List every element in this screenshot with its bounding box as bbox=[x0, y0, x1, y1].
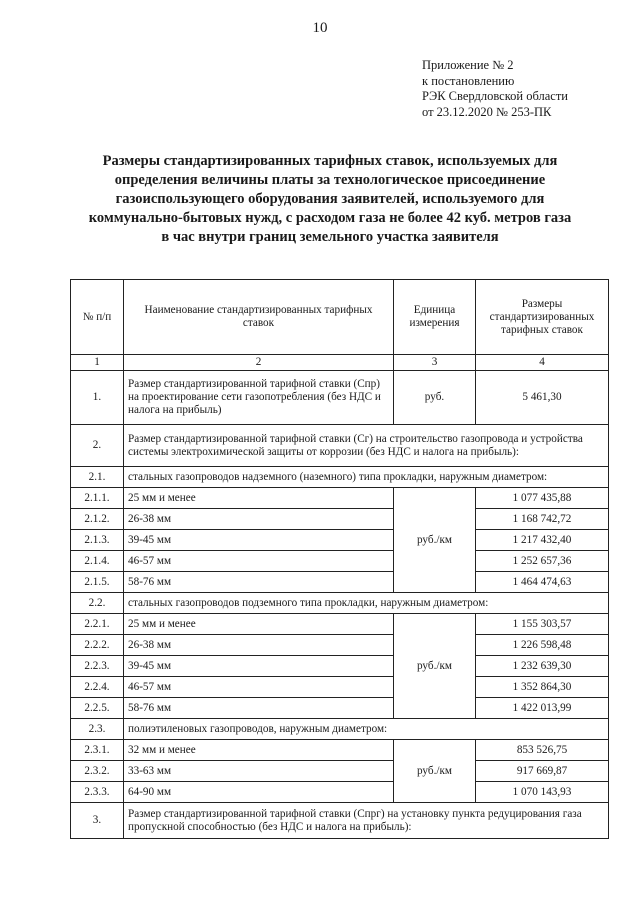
row-unit: руб. bbox=[394, 371, 476, 425]
header-cell-name: Наименование стандартизированных тарифных ставок bbox=[124, 280, 394, 355]
column-number: 1 bbox=[71, 355, 124, 371]
row-value: 1 252 657,36 bbox=[476, 551, 609, 572]
table-row bbox=[71, 740, 609, 761]
row-number: 2.1.3. bbox=[71, 530, 124, 551]
row-name: 25 мм и менее bbox=[124, 488, 394, 509]
table-row bbox=[71, 551, 609, 572]
row-name: 64-90 мм bbox=[124, 782, 394, 803]
title-line: коммунально-бытовых нужд, с расходом газа не более 42 куб. метров газа bbox=[88, 210, 572, 226]
header-cell-unit: Единица измерения bbox=[394, 280, 476, 355]
row-number: 2.2.5. bbox=[71, 698, 124, 719]
table-row bbox=[71, 761, 609, 782]
column-number: 4 bbox=[476, 355, 609, 371]
row-name: 46-57 мм bbox=[124, 677, 394, 698]
appendix-line: к постановлению bbox=[422, 73, 515, 88]
title-line: в час внутри границ земельного участка заявителя bbox=[161, 229, 499, 245]
row-number: 2.1.2. bbox=[71, 509, 124, 530]
title-line: газоиспользующего оборудования заявителей, используемого для bbox=[115, 191, 545, 207]
row-number: 2.3.2. bbox=[71, 761, 124, 782]
row-name: 46-57 мм bbox=[124, 551, 394, 572]
table-row bbox=[71, 782, 609, 803]
row-number: 3. bbox=[71, 803, 124, 839]
table-row bbox=[71, 803, 609, 839]
row-name: 58-76 мм bbox=[124, 572, 394, 593]
row-unit: руб./км bbox=[394, 740, 476, 803]
row-number: 2.1.5. bbox=[71, 572, 124, 593]
row-name: 26-38 мм bbox=[124, 509, 394, 530]
table-row bbox=[71, 656, 609, 677]
row-value: 1 226 598,48 bbox=[476, 635, 609, 656]
row-value: 917 669,87 bbox=[476, 761, 609, 782]
row-name: 25 мм и менее bbox=[124, 614, 394, 635]
table-row bbox=[71, 425, 609, 467]
row-unit: руб./км bbox=[394, 488, 476, 593]
row-value: 1 077 435,88 bbox=[476, 488, 609, 509]
row-number: 2.1.1. bbox=[71, 488, 124, 509]
row-name: Размер стандартизированной тарифной ставки (Спрг) на установку пункта редуцирования газа пропускной способностью (без НДС и налога на прибыль): bbox=[124, 803, 609, 839]
row-value: 1 155 303,57 bbox=[476, 614, 609, 635]
row-name: 26-38 мм bbox=[124, 635, 394, 656]
table-row bbox=[71, 488, 609, 509]
row-unit: руб./км bbox=[394, 614, 476, 719]
appendix-line: РЭК Свердловской области bbox=[422, 89, 568, 103]
row-value: 853 526,75 bbox=[476, 740, 609, 761]
row-number: 2.3.1. bbox=[71, 740, 124, 761]
row-value: 1 352 864,30 bbox=[476, 677, 609, 698]
row-number: 2.1. bbox=[71, 467, 124, 488]
table-row bbox=[71, 371, 609, 425]
title-line: определения величины платы за технологическое присоединение bbox=[114, 172, 546, 188]
row-number: 2.2.1. bbox=[71, 614, 124, 635]
header-cell-number: № п/п bbox=[71, 280, 124, 355]
tariff-table bbox=[70, 279, 609, 839]
row-name: Размер стандартизированной тарифной ставки (Сг) на строительство газопровода и устройства системы электрохимической защиты от коррозии (без НДС и налога на прибыль): bbox=[124, 425, 609, 467]
section-row bbox=[71, 719, 609, 740]
table-row bbox=[71, 614, 609, 635]
row-value: 1 232 639,30 bbox=[476, 656, 609, 677]
table-row bbox=[71, 509, 609, 530]
table-row bbox=[71, 635, 609, 656]
row-number: 2.2. bbox=[71, 593, 124, 614]
row-number: 2.1.4. bbox=[71, 551, 124, 572]
row-name: 58-76 мм bbox=[124, 698, 394, 719]
column-number: 3 bbox=[394, 355, 476, 371]
row-value: 1 168 742,72 bbox=[476, 509, 609, 530]
row-number: 2.2.3. bbox=[71, 656, 124, 677]
page-number: 10 bbox=[312, 20, 328, 36]
section-name: стальных газопроводов подземного типа прокладки, наружным диаметром: bbox=[124, 593, 609, 614]
row-name: 32 мм и менее bbox=[124, 740, 394, 761]
row-value: 1 070 143,93 bbox=[476, 782, 609, 803]
section-name: стальных газопроводов надземного (наземного) типа прокладки, наружным диаметром: bbox=[124, 467, 609, 488]
column-number: 2 bbox=[124, 355, 394, 371]
header-cell-value: Размеры стандартизированных тарифных ставок bbox=[476, 280, 609, 355]
appendix-line: от 23.12.2020 № 253-ПК bbox=[422, 104, 552, 119]
appendix-line: Приложение № 2 bbox=[422, 58, 514, 72]
row-value: 1 217 432,40 bbox=[476, 530, 609, 551]
table-row bbox=[71, 698, 609, 719]
title-line: Размеры стандартизированных тарифных ставок, используемых для bbox=[102, 153, 558, 169]
row-value: 1 422 013,99 bbox=[476, 698, 609, 719]
row-number: 2.2.2. bbox=[71, 635, 124, 656]
row-name: 39-45 мм bbox=[124, 656, 394, 677]
row-value: 1 464 474,63 bbox=[476, 572, 609, 593]
row-number: 1. bbox=[71, 371, 124, 425]
table-header-row bbox=[71, 280, 609, 355]
appendix-block bbox=[422, 58, 568, 120]
column-number-row bbox=[71, 355, 609, 371]
table-row bbox=[71, 530, 609, 551]
row-number: 2. bbox=[71, 425, 124, 467]
row-number: 2.3.3. bbox=[71, 782, 124, 803]
row-value: 5 461,30 bbox=[476, 371, 609, 425]
row-name: 33-63 мм bbox=[124, 761, 394, 782]
row-name: Размер стандартизированной тарифной ставки (Спр) на проектирование сети газопотребления (без НДС и налога на прибыль) bbox=[124, 371, 394, 425]
document-title bbox=[70, 152, 590, 247]
section-name: полиэтиленовых газопроводов, наружным диаметром: bbox=[124, 719, 609, 740]
table-row bbox=[71, 572, 609, 593]
row-name: 39-45 мм bbox=[124, 530, 394, 551]
section-row bbox=[71, 593, 609, 614]
row-number: 2.2.4. bbox=[71, 677, 124, 698]
section-row bbox=[71, 467, 609, 488]
table-row bbox=[71, 677, 609, 698]
row-number: 2.3. bbox=[71, 719, 124, 740]
